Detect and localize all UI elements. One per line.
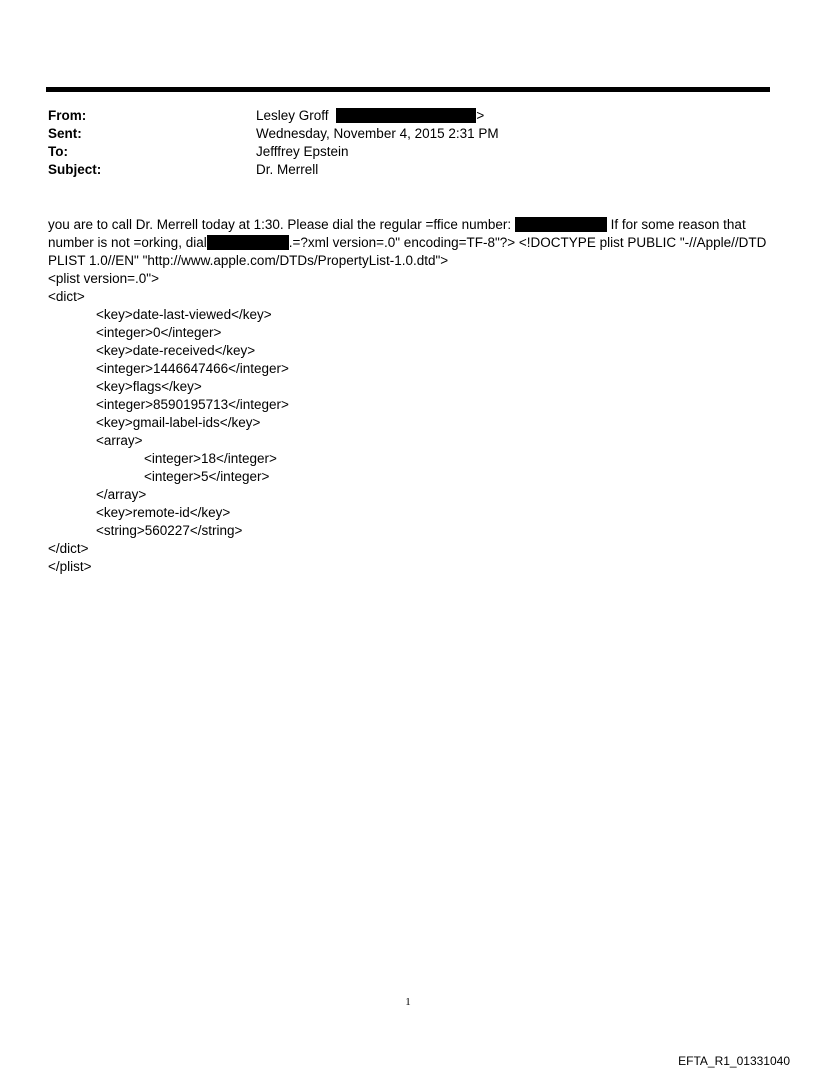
- header-subject-row: [48, 161, 768, 179]
- from-trailing: >: [476, 108, 485, 123]
- plist-line: <key>remote-id</key>: [96, 505, 231, 520]
- plist-line: <dict>: [48, 289, 85, 304]
- to-label: To:: [48, 144, 68, 159]
- plist-line: <key>date-last-viewed</key>: [96, 307, 272, 322]
- plist-line: <integer>8590195713</integer>: [96, 397, 289, 412]
- plist-line: <key>date-received</key>: [96, 343, 256, 358]
- body-line-3: PLIST 1.0//EN" "http://www.apple.com/DTDs/PropertyList-1.0.dtd">: [48, 253, 449, 268]
- plist-line: <array>: [96, 433, 143, 448]
- body-line-1: [48, 216, 764, 234]
- plist-block: [48, 270, 764, 576]
- sent-label: Sent:: [48, 126, 82, 141]
- email-body: [48, 216, 767, 576]
- page-number: 1: [405, 996, 411, 1008]
- sent-value: Wednesday, November 4, 2015 2:31 PM: [256, 126, 499, 141]
- body-line-1-text-a: you are to call Dr. Merrell today at 1:30. Please dial the regular =ffice number:: [48, 217, 515, 232]
- subject-label: Subject:: [48, 162, 102, 177]
- body-line-2-text-b: .=?xml version=.0" encoding=TF-8"?> <!DOCTYPE plist PUBLIC "-//Apple//DTD: [288, 235, 767, 250]
- header-to-row: [48, 143, 768, 161]
- from-name: Lesley Groff: [256, 108, 329, 123]
- plist-line: <string>560227</string>: [96, 523, 243, 538]
- body-line-1-text-b: If for some reason that: [606, 217, 746, 232]
- plist-line: </array>: [96, 487, 147, 502]
- plist-line: <integer>18</integer>: [144, 451, 277, 466]
- redaction-box: [336, 108, 476, 123]
- from-label: From:: [48, 108, 87, 123]
- to-value: Jefffrey Epstein: [256, 144, 349, 159]
- header-divider: [46, 87, 770, 92]
- body-line-2: [48, 234, 767, 252]
- document-id: EFTA_R1_01331040: [678, 1054, 790, 1068]
- plist-line: <integer>1446647466</integer>: [96, 361, 289, 376]
- plist-line: <integer>0</integer>: [96, 325, 222, 340]
- from-value: [256, 107, 484, 125]
- redaction-box: [207, 235, 289, 250]
- header-from-row: [48, 107, 768, 125]
- plist-line: <key>flags</key>: [96, 379, 202, 394]
- body-line-2-text-a: number is not =orking, dial: [48, 235, 207, 250]
- subject-value: Dr. Merrell: [256, 162, 319, 177]
- plist-line: <key>gmail-label-ids</key>: [96, 415, 261, 430]
- redaction-box: [515, 217, 607, 232]
- header-sent-row: [48, 125, 768, 143]
- plist-line: </dict>: [48, 541, 89, 556]
- plist-line: </plist>: [48, 559, 92, 574]
- plist-line: <integer>5</integer>: [144, 469, 270, 484]
- plist-line: <plist version=.0">: [48, 271, 159, 286]
